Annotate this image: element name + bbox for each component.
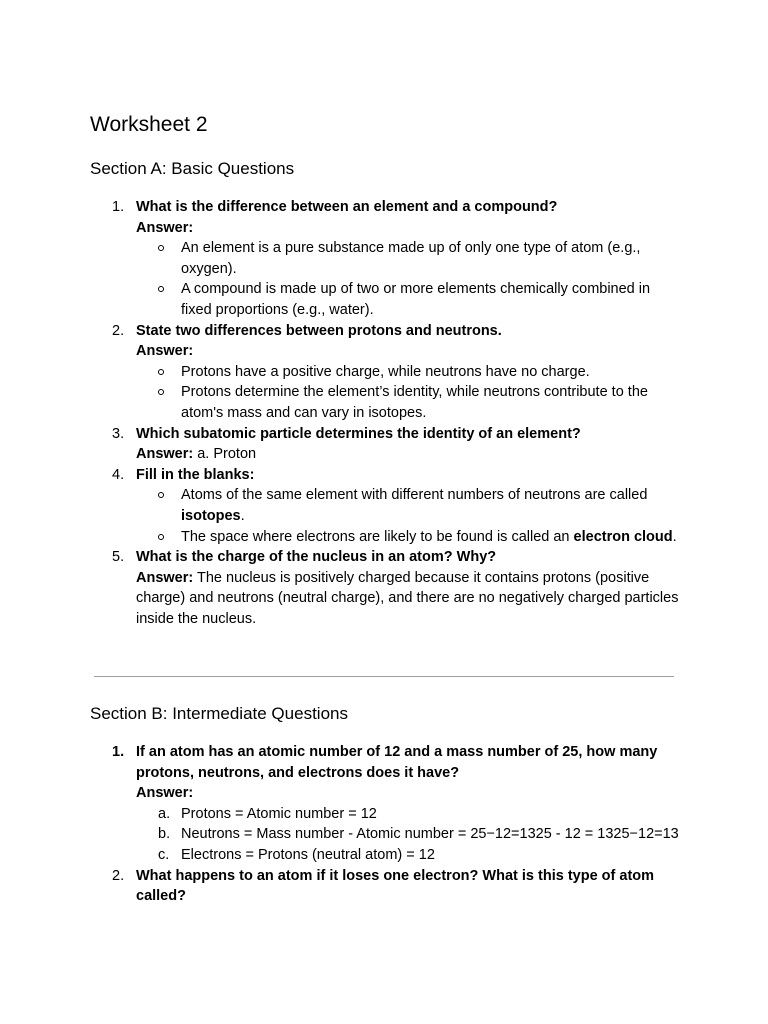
question-text: What is the difference between an element and a compound? xyxy=(136,199,558,215)
step-text: Electrons = Protons (neutral atom) = 12 xyxy=(181,846,435,863)
answer-text: The nucleus is positively charged because it contains protons (positive charge) and neutrons (neutral charge), and there are no negatively charged particles inside the nucleus. xyxy=(136,569,679,627)
answer-bullet xyxy=(136,362,680,383)
question-item xyxy=(90,465,680,547)
question-item xyxy=(90,424,680,465)
step-letter: a. xyxy=(158,805,171,822)
answer-bullet xyxy=(136,382,680,423)
question-number: 1. xyxy=(112,199,125,215)
answer-bullet xyxy=(136,238,680,279)
question-number: 2. xyxy=(112,867,125,884)
question-item xyxy=(90,547,680,629)
section-b-questions xyxy=(90,742,680,907)
question-number: 3. xyxy=(112,425,125,442)
section-divider xyxy=(94,676,674,677)
question-item xyxy=(90,197,680,321)
hollow-bullet-icon xyxy=(158,492,164,498)
answer-label: Answer: xyxy=(136,219,194,236)
hollow-bullet-icon xyxy=(158,534,164,540)
step-text: Protons = Atomic number = 12 xyxy=(181,805,377,822)
answer-step xyxy=(136,824,680,845)
question-text: Which subatomic particle determines the identity of an element? xyxy=(136,425,581,442)
question-item xyxy=(90,321,680,424)
answer-step xyxy=(136,845,680,866)
section-b-title: Section B: Intermediate Questions xyxy=(90,704,348,723)
fill-blank-item xyxy=(136,527,680,548)
blank-text-end: . xyxy=(240,507,245,524)
question-text: State two differences between protons and neutrons. xyxy=(136,322,502,339)
answer-bullet xyxy=(136,279,680,320)
answer-bullet-text: A compound is made up of two or more elements chemically combined in fixed proportions (e.g., water). xyxy=(181,281,651,318)
question-number: 1. xyxy=(112,744,125,760)
answer-label: Answer: xyxy=(136,343,194,360)
question-number: 5. xyxy=(112,549,125,566)
blank-text-end: . xyxy=(672,528,677,545)
blank-text: The space where electrons are likely to be found is called an xyxy=(181,528,574,545)
question-number: 2. xyxy=(112,322,125,339)
answer-bullet-text: Protons have a positive charge, while neutrons have no charge. xyxy=(181,363,590,380)
hollow-bullet-icon xyxy=(158,389,164,395)
section-a-questions xyxy=(90,197,680,629)
answer-label: Answer: xyxy=(136,446,194,463)
answer-bullet-text: An element is a pure substance made up of only one type of atom (e.g., oxygen). xyxy=(181,240,641,277)
hollow-bullet-icon xyxy=(158,286,164,292)
answer-line xyxy=(136,568,680,630)
hollow-bullet-icon xyxy=(158,245,164,251)
question-item xyxy=(90,742,680,866)
question-text: Fill in the blanks: xyxy=(136,466,255,483)
question-text: If an atom has an atomic number of 12 and a mass number of 25, how many protons, neutrons, and electrons does it have? xyxy=(136,744,658,781)
question-number: 4. xyxy=(112,466,125,483)
answer-label: Answer: xyxy=(136,569,194,586)
step-text: Neutrons = Mass number - Atomic number = 25−12=1325 - 12 = 1325−12=13 xyxy=(181,826,679,843)
question-text: What is the charge of the nucleus in an atom? Why? xyxy=(136,549,497,566)
answer-text: a. Proton xyxy=(193,446,257,463)
blank-answer: electron cloud xyxy=(573,528,673,545)
fill-blank-item xyxy=(136,485,680,526)
answer-step xyxy=(136,804,680,825)
section-a-title: Section A: Basic Questions xyxy=(90,159,295,178)
question-item xyxy=(90,866,680,907)
blank-text: Atoms of the same element with different numbers of neutrons are called xyxy=(181,487,648,504)
step-letter: c. xyxy=(158,846,170,863)
step-letter: b. xyxy=(158,826,171,843)
question-text: What happens to an atom if it loses one electron? What is this type of atom called? xyxy=(136,867,655,905)
answer-bullet-text: Protons determine the element’s identity, while neutrons contribute to the atom's mass and can vary in isotopes. xyxy=(181,384,648,421)
hollow-bullet-icon xyxy=(158,369,164,375)
answer-line xyxy=(136,444,680,465)
answer-label: Answer: xyxy=(136,785,194,802)
blank-answer: isotopes xyxy=(181,507,241,524)
page-title: Worksheet 2 xyxy=(90,113,208,136)
